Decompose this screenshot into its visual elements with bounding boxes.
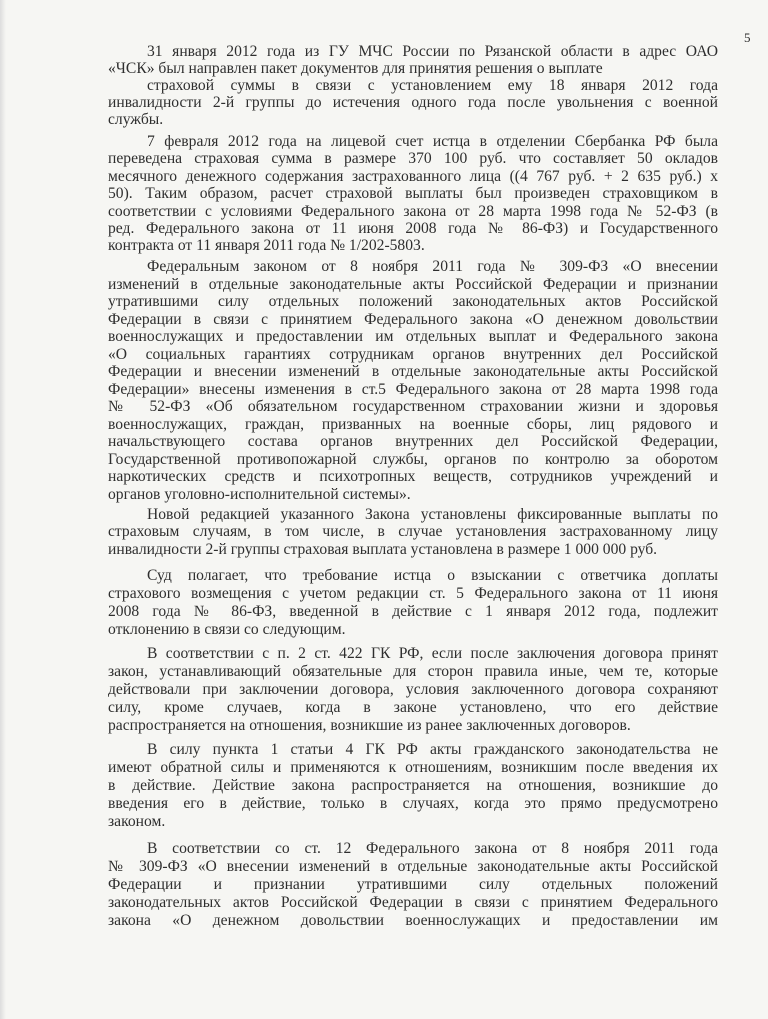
text-line: инвалидности 2-й группы до истечения одного года после увольнения с военной	[108, 94, 718, 111]
text-line: ред. Федерального закона от 11 июня 2008 года № 86-ФЗ) и Государственного	[108, 220, 718, 237]
text-line: Федеральным законом от 8 ноября 2011 года № 309-ФЗ «О внесении	[147, 258, 718, 275]
text-line: Федерации» внесены изменения в ст.5 Федерального закона от 28 марта 1998 года	[108, 381, 718, 398]
text-line: соответствии с условиями Федерального закона от 28 марта 1998 года № 52-ФЗ (в	[108, 203, 718, 220]
text-line: в действие. Действие закона распространяется на отношения, возникшие до	[108, 777, 718, 794]
text-line: отклонению в связи со следующим.	[108, 621, 346, 638]
text-line: контракта от 11 января 2011 года № 1/202-5803.	[108, 237, 425, 254]
text-line: инвалидности 2-й группы страховая выплата установлена в размере 1 000 000 руб.	[108, 541, 658, 558]
text-line: № 309-ФЗ «О внесении изменений в отдельные законодательные акты Российской	[108, 858, 718, 875]
scan-edge	[0, 0, 6, 1019]
text-line: «ЧСК» был направлен пакет документов для принятия решения о выплате	[108, 60, 603, 77]
text-line: утратившими силу отдельных положений законодательных актов Российской	[108, 293, 718, 310]
text-line: закон, устанавливающий обязательные для сторон правила иные, чем те, которые	[108, 663, 718, 680]
text-line: службы.	[108, 111, 164, 128]
text-line: распространяется на отношения, возникшие из ранее заключенных договоров.	[108, 717, 631, 734]
text-line: 2008 года № 86-ФЗ, введенной в действие с 1 января 2012 года, подлежит	[108, 603, 718, 620]
text-line: закона «О денежном довольствии военнослужащих и предоставлении им	[108, 912, 718, 929]
text-line: силу, кроме случаев, когда в законе установлено, что его действие	[108, 699, 718, 716]
text-line: 7 февраля 2012 года на лицевой счет истца в отделении Сбербанка РФ была	[147, 133, 718, 150]
text-line: имеют обратной силы и применяются к отношениям, возникшим после введения их	[108, 759, 718, 776]
text-line: страховым случаям, в том числе, в случае установления застрахованному лицу	[108, 523, 718, 540]
text-line: страхового возмещения с учетом редакции ст. 5 Федерального закона от 11 июня	[108, 585, 718, 602]
text-line: Новой редакцией указанного Закона установлены фиксированные выплаты по	[147, 506, 718, 523]
text-line: законодательных актов Российской Федерации в связи с принятием Федерального	[108, 894, 718, 911]
text-line: В соответствии с п. 2 ст. 422 ГК РФ, если после заключения договора принят	[147, 645, 718, 662]
text-line: Суд полагает, что требование истца о взыскании с ответчика доплаты	[147, 567, 718, 584]
text-line: В силу пункта 1 статьи 4 ГК РФ акты гражданского законодательства не	[147, 741, 718, 758]
page-number: 5	[744, 30, 751, 45]
text-line: Федерации и признании утратившими силу отдельных положений	[108, 876, 718, 893]
text-line: действовали при заключении договора, условия заключенного договора сохраняют	[108, 681, 718, 698]
text-line: органов уголовно-исполнительной системы».	[108, 486, 411, 503]
text-line: 31 января 2012 года из ГУ МЧС России по Рязанской области в адрес ОАО	[147, 43, 718, 60]
text-line: «О социальных гарантиях сотрудникам органов внутренних дел Российской	[108, 346, 718, 363]
text-line: наркотических средств и психотропных веществ, сотрудников учреждений и	[108, 468, 718, 485]
text-line: Федерации и внесении изменений в отдельные законодательные акты Российской	[108, 363, 718, 380]
text-line: начальствующего состава органов внутренних дел Российской Федерации,	[108, 433, 718, 450]
text-line: № 52-ФЗ «Об обязательном государственном страховании жизни и здоровья	[108, 398, 718, 415]
text-line: Государственной противопожарной службы, органов по контролю за оборотом	[108, 451, 718, 468]
text-line: военнослужащих и предоставлении им отдельных выплат и Федерального закона	[108, 328, 718, 345]
text-line: военнослужащих, граждан, призванных на военные сборы, лиц рядового и	[108, 416, 718, 433]
text-line: законом.	[108, 813, 166, 830]
text-line: переведена страховая сумма в размере 370 100 руб. что составляет 50 окладов	[108, 150, 718, 167]
text-line: изменений в отдельные законодательные акты Российской Федерации и признании	[108, 276, 718, 293]
text-line: месячного денежного содержания застрахованного лица ((4 767 руб. + 2 635 руб.) х	[108, 168, 718, 185]
text-line: Федерации в связи с принятием Федерального закона «О денежном довольствии	[108, 311, 718, 328]
text-line: 50). Таким образом, расчет страховой выплаты был произведен страховщиком в	[108, 185, 718, 202]
text-line: страховой суммы в связи с установлением ему 18 января 2012 года	[147, 77, 718, 94]
text-line: введения его в действие, только в случаях, когда это прямо предусмотрено	[108, 795, 718, 812]
text-line: В соответствии со ст. 12 Федерального закона от 8 ноября 2011 года	[147, 840, 718, 857]
